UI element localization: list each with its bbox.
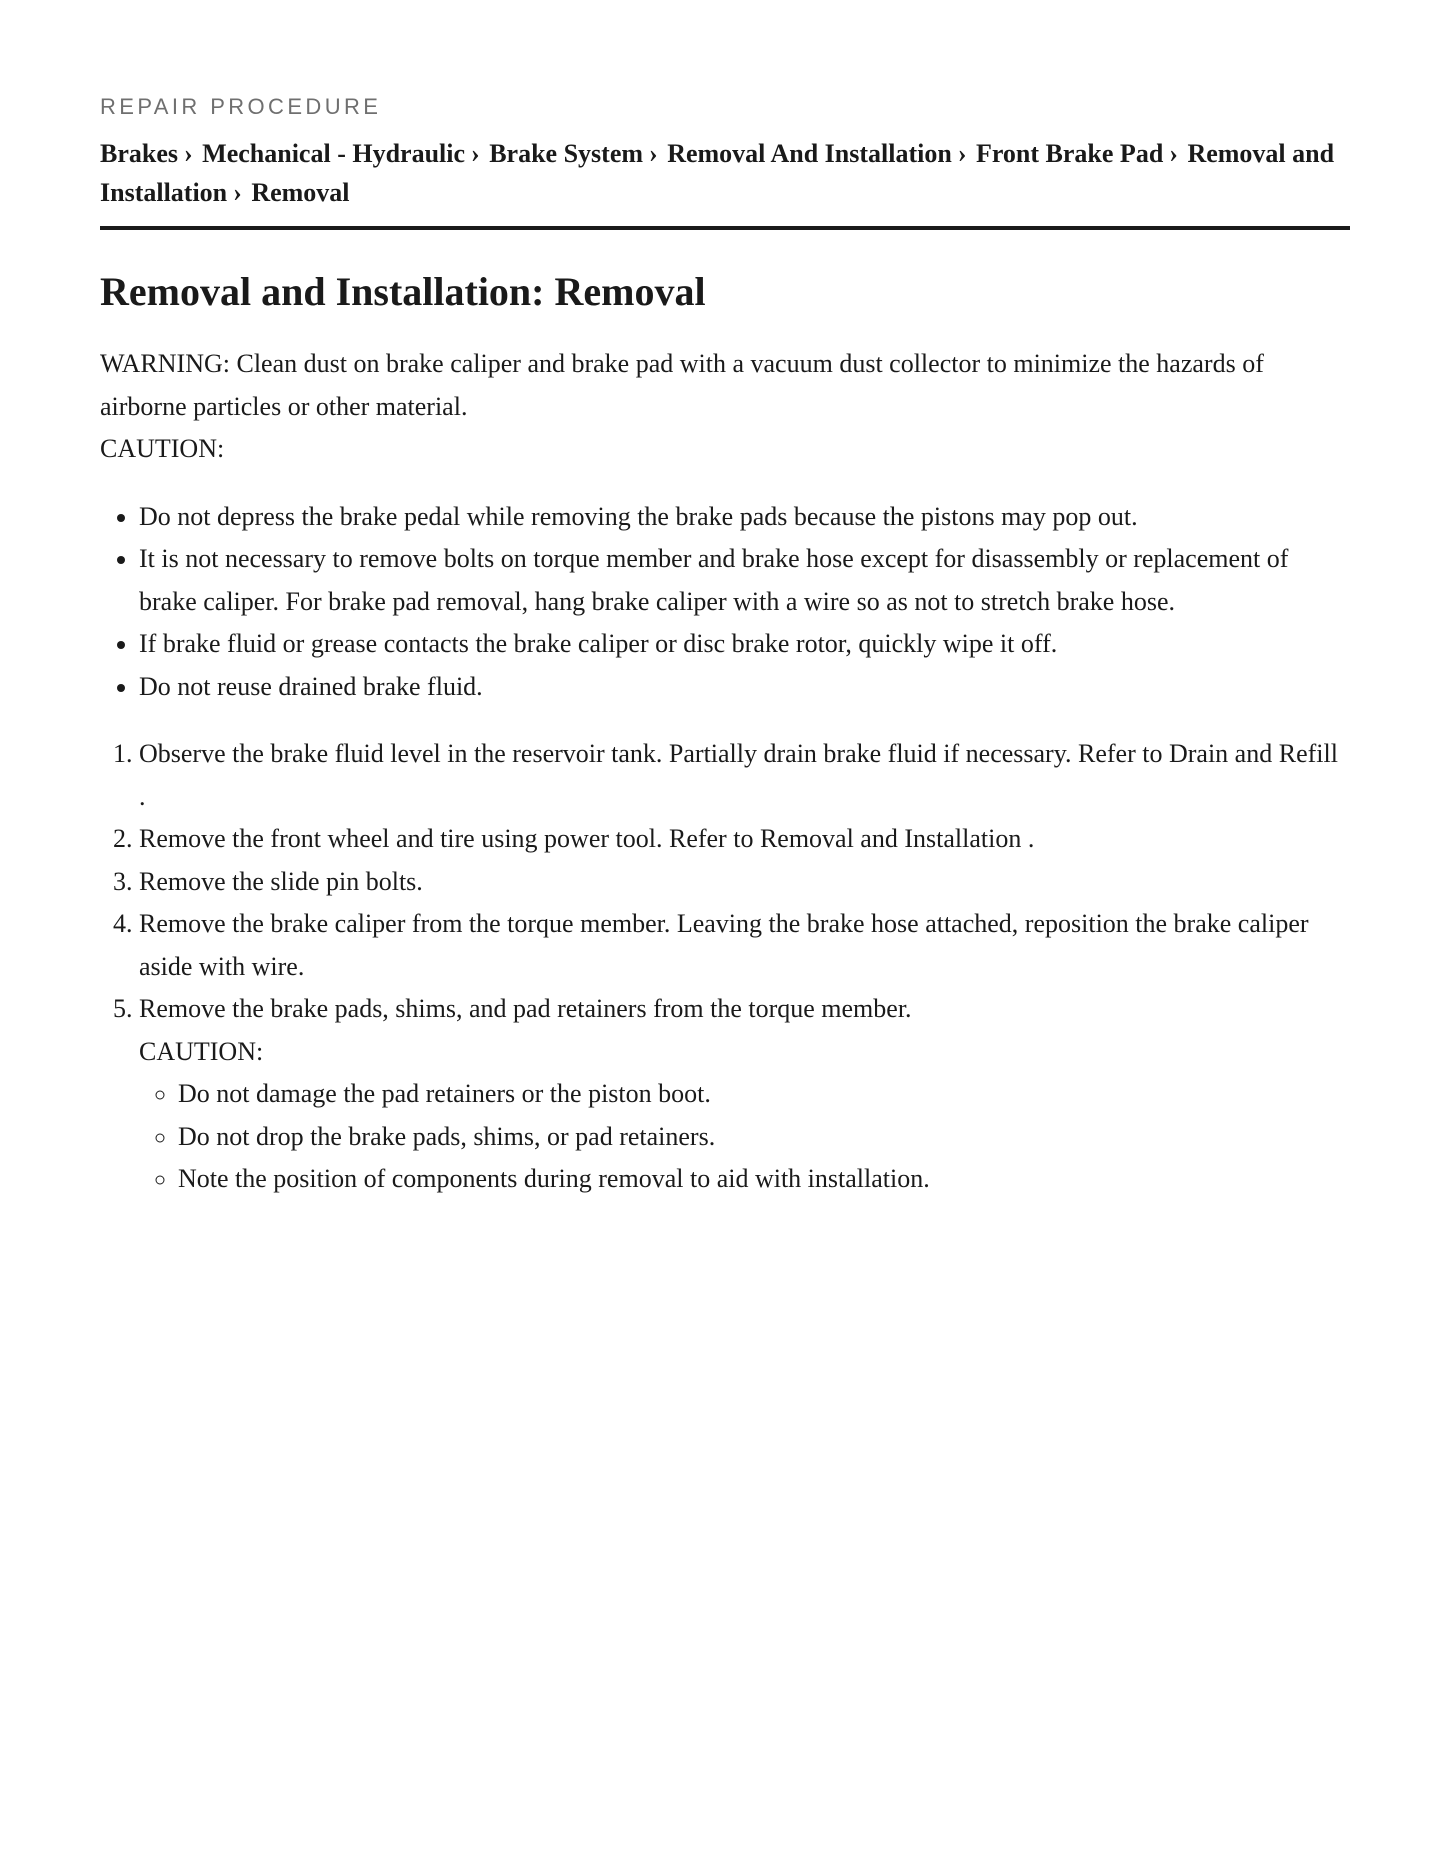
step-item: 2. Remove the front wheel and tire using power tool. Refer to Removal and Installation . [139,818,1350,861]
step-text: 5. Remove the brake pads, shims, and pad retainers from the torque member. [139,994,912,1023]
document-type-label: REPAIR PROCEDURE [100,94,382,119]
header-divider [100,226,1350,230]
caution-item: • Do not depress the brake pedal while removing the brake pads because the pistons may pop out. [139,496,1350,539]
caution-item: • Do not reuse drained brake fluid. [139,666,1350,709]
breadcrumb-separator: › [184,139,193,168]
breadcrumb-separator: › [957,139,967,168]
step-item: 4. Remove the brake caliper from the torque member. Leaving the brake hose attached, reposition the brake caliper aside with wire. [139,903,1350,988]
step-item [139,988,1350,1201]
step-caution-list [139,1073,1350,1201]
breadcrumb-separator: › [649,139,658,168]
step-caution-item: ◦ Do not drop the brake pads, shims, or pad retainers. [178,1116,1350,1159]
breadcrumb-item[interactable]: Removal and Installation [100,139,1335,207]
breadcrumb-item[interactable]: Brake System [489,139,644,168]
caution-item: • It is not necessary to remove bolts on torque member and brake hose except for disassembly or replacement of brake caliper. For brake pad removal, hang brake caliper with a wire so as not to stretch brake hose. [139,538,1350,623]
breadcrumb-separator: › [471,139,480,168]
step-item: 3. Remove the slide pin bolts. [139,861,1350,904]
breadcrumb-item[interactable]: Removal And Installation [667,139,952,168]
warning-text: WARNING: Clean dust on brake caliper and brake pad with a vacuum dust collector to minimize the hazards of airborne particles or other material. [100,349,1264,421]
breadcrumb-separator: › [233,178,242,207]
breadcrumb-item[interactable]: Mechanical - Hydraulic [202,139,466,168]
step-caution-item: ◦ Note the position of components during removal to aid with installation. [178,1158,1350,1201]
breadcrumb [100,134,1350,212]
step-caution-item: ◦ Do not damage the pad retainers or the piston boot. [178,1073,1350,1116]
caution-label: CAUTION: [100,434,225,463]
breadcrumb-current-item: Removal [251,178,350,207]
caution-item: • If brake fluid or grease contacts the brake caliper or disc brake rotor, quickly wipe it off. [139,623,1350,666]
step-item: 1. Observe the brake fluid level in the reservoir tank. Partially drain brake fluid if necessary. Refer to Drain and Refill . [139,733,1350,818]
page-title: Removal and Installation: Removal [100,269,706,314]
breadcrumb-item[interactable]: Front Brake Pad [975,139,1164,168]
procedure-steps [100,733,1350,1201]
procedure-body [100,343,1350,1201]
step-caution-label: CAUTION: [139,1036,264,1066]
breadcrumb-separator: › [1169,139,1178,168]
caution-list [100,496,1350,709]
breadcrumb-item[interactable]: Brakes [100,139,178,168]
